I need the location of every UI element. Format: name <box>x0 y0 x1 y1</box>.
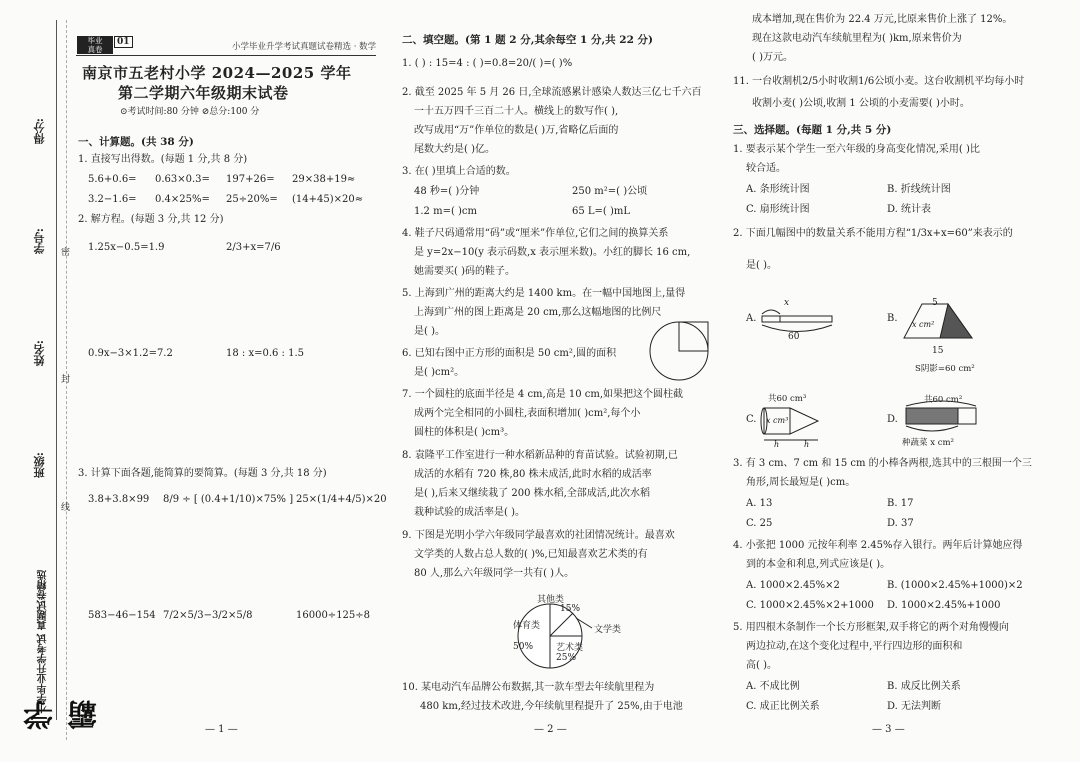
exam-meta: ⊙考试时间:80 分钟 ⊘总分:100 分 <box>120 107 260 117</box>
student-id-label: 学号: <box>33 228 46 255</box>
pie-label-art: 艺术类 <box>556 643 584 653</box>
fig-b-letter: B. <box>887 313 898 324</box>
seal-mark-3: 线 <box>61 503 71 513</box>
choice-q1-option-a: A. 条形统计图 <box>746 184 810 195</box>
fill-q5-line3: 是( )。 <box>414 326 445 337</box>
fig-b-area-label: x cm² <box>912 320 935 329</box>
section1-title: 一、计算题。(共 38 分) <box>78 136 194 148</box>
calc-q1-item-6: 0.4×25%= <box>155 194 210 205</box>
page-number-3: — 3 — <box>872 724 905 735</box>
calc-q3-item-4: 583−46−154 <box>88 610 156 621</box>
choice-q1-line2: 较合适。 <box>746 163 786 174</box>
fill-q2-line2: 一十五万四千三百二十人。横线上的数写作( ), <box>414 106 619 117</box>
fill-q2-line1: 2. 截至 2025 年 5 月 26 日,全球流感累计感染人数达三亿七千六百 <box>402 87 702 98</box>
choice-q3-option-c: C. 25 <box>746 518 773 529</box>
fill-q6-line2: 是( )cm²。 <box>414 367 465 378</box>
fill-q3-title: 3. 在( )里填上合适的数。 <box>402 166 516 177</box>
calc-q2-item-1: 1.25x−0.5=1.9 <box>88 242 165 253</box>
fill-q3-item-2: 250 m²=( )公顷 <box>572 186 648 197</box>
choice-q2-line1: 2. 下面几幅图中的数量关系不能用方程“1/3x+x=60”来表示的 <box>733 228 1013 239</box>
fig-c-letter: C. <box>746 414 757 425</box>
exam-badge <box>77 36 113 54</box>
fig-b-top-label: 5 <box>932 298 938 308</box>
fill-q5-line1: 5. 上海到广州的距离大约是 1400 km。在一幅中国地图上,量得 <box>402 288 686 299</box>
choice-q4-option-b: B. (1000×2.45%+1000)×2 <box>887 580 1023 591</box>
fill-q9-line2: 文学类的人数占总人数的( )%,已知最喜欢艺术类的有 <box>414 549 648 560</box>
pie-label-sports-pct: 50% <box>513 642 534 652</box>
header-rule <box>76 55 376 56</box>
series-title: 小学毕业升学考试真题试卷精选 · 数学 <box>232 42 377 52</box>
binding-line <box>56 20 57 720</box>
fig-c-h2-label: h <box>804 440 810 449</box>
choice-q3-option-b: B. 17 <box>887 498 914 509</box>
class-label: 班级: <box>33 452 46 479</box>
calc-q2-item-4: 18 : x=0.6 : 1.5 <box>226 348 305 359</box>
pie-label-literature: 文学类 <box>594 625 622 635</box>
fill-q8-line4: 栽种试验的成活率是( )。 <box>414 507 525 518</box>
choice-q4-option-c: C. 1000×2.45%×2+1000 <box>746 600 874 611</box>
fill-q4-line2: 是 y=2x−10(y 表示码数,x 表示厘米数)。小红的脚长 16 cm, <box>414 247 691 258</box>
choice-q4-option-d: D. 1000×2.45%+1000 <box>887 600 1001 611</box>
fill-q4-line3: 她需要买( )码的鞋子。 <box>414 266 515 277</box>
fill-q6-line1: 6. 已知右图中正方形的面积是 50 cm²,圆的面积 <box>402 348 617 359</box>
fill-q4-line1: 4. 鞋子尺码通常用“码”或“厘米”作单位,它们之间的换算关系 <box>402 228 669 239</box>
choice-q3-option-d: D. 37 <box>887 518 914 529</box>
fill-q8-line2: 成活的水稻有 720 株,80 株未成活,此时水稻的成活率 <box>414 469 652 480</box>
brand-logo <box>18 560 103 730</box>
choice-q5-line1: 5. 用四根木条制作一个长方形框架,双手将它的两个对角慢慢向 <box>733 622 1009 633</box>
choice-q5-option-b: B. 成反比例关系 <box>887 681 961 692</box>
exam-title-line1: 南京市五老村小学 2024—2025 学年 <box>82 64 352 82</box>
section2-title: 二、填空题。(第 1 题 2 分,其余每空 1 分,共 22 分) <box>402 34 654 46</box>
choice-q3-line2: 角形,周长最短是( )cm。 <box>746 477 856 488</box>
fill-q9-line3: 80 人,那么六年级同学一共有( )人。 <box>414 568 575 579</box>
fill-q10-line2: 480 km,经过技术改进,今年续航里程提升了 25%,由于电池 <box>420 701 683 712</box>
fig-c-x-label: x cm³ <box>766 416 789 425</box>
fill-q3-item-3: 1.2 m=( )cm <box>414 206 478 217</box>
calc-q3-item-2: 8/9 ÷ [ (0.4+1/10)×75% ] <box>163 494 294 505</box>
choice-q3-line1: 3. 有 3 cm、7 cm 和 15 cm 的小棒各两根,选其中的三根围一个三 <box>733 458 1032 469</box>
choice-q5-line3: 高( )。 <box>746 660 777 671</box>
calc-q2-item-2: 2/3+x=7/6 <box>226 242 281 253</box>
name-label: 姓名: <box>33 340 46 367</box>
fig-b-bottom-label: 15 <box>932 346 944 356</box>
pie-label-art-pct: 25% <box>556 653 577 663</box>
fig-c-h1-label: h <box>774 440 780 449</box>
calc-q3-item-6: 16000÷125÷8 <box>296 610 371 621</box>
fig-d-letter: D. <box>887 414 898 425</box>
calc-q1-item-4: 29×38+19≈ <box>292 174 356 185</box>
choice-q2-line2: 是( )。 <box>746 260 777 271</box>
calc-q1-item-5: 3.2−1.6= <box>88 194 137 205</box>
fig-a-total-label: 60 <box>788 332 800 342</box>
calc-q2-item-3: 0.9x−3×1.2=7.2 <box>88 348 173 359</box>
choice-q4-line2: 到的本金和利息,列式应该是( )。 <box>746 559 891 570</box>
fill-q3-item-1: 48 秒=( )分钟 <box>414 186 480 197</box>
fill-q7-line1: 7. 一个圆柱的底面半径是 4 cm,高是 10 cm,如果把这个圆柱截 <box>402 389 684 400</box>
choice-q4-line1: 4. 小张把 1000 元按年利率 2.45%存入银行。两年后计算她应得 <box>733 540 1023 551</box>
fill-q9-line1: 9. 下图是光明小学六年级同学最喜欢的社团情况统计。最喜欢 <box>402 530 675 541</box>
page-number-2: — 2 — <box>534 724 567 735</box>
brand-tagline: 小学毕业升学考试 真题试卷精选 <box>38 570 49 714</box>
fig-d-total-label: 共60 cm² <box>924 395 963 405</box>
pie-label-other: 其他类 <box>537 595 565 605</box>
page-number-1: — 1 — <box>205 724 238 735</box>
fill-q3-item-4: 65 L=( )mL <box>572 206 631 217</box>
pie-label-sports: 体育类 <box>513 621 541 631</box>
fig-a-segment-diagram <box>760 300 840 340</box>
badge-number: 01 <box>114 36 133 48</box>
exam-title-line2: 第二学期六年级期末试卷 <box>118 84 289 102</box>
choice-q5-option-d: D. 无法判断 <box>887 701 942 712</box>
badge-line-2: 真卷 <box>87 45 103 54</box>
calc-q1-item-1: 5.6+0.6= <box>88 174 137 185</box>
fig-b-shaded-area-label: S阴影=60 cm² <box>915 364 975 374</box>
choice-q4-option-a: A. 1000×2.45%×2 <box>746 580 840 591</box>
fill-q8-line1: 8. 袁隆平工作室进行一种水稻新品种的育苗试验。试验初期,已 <box>402 450 678 461</box>
score-label: 得分: <box>33 118 46 145</box>
calc-q1-title: 1. 直接写出得数。(每题 1 分,共 8 分) <box>78 154 248 165</box>
choice-q1-option-c: C. 扇形统计图 <box>746 204 810 215</box>
fill-q2-line4: 尾数大约是( )亿。 <box>414 144 495 155</box>
fill-q10-cont3: ( )万元。 <box>752 52 793 63</box>
seal-mark-1: 密 <box>61 248 71 258</box>
calc-q1-item-8: (14+45)×20≈ <box>292 194 364 205</box>
fill-q7-line2: 成两个完全相同的小圆柱,表面积增加( )cm²,每个小 <box>414 408 641 419</box>
fill-q10-cont1: 成本增加,现在售价为 22.4 万元,比原来售价上涨了 12%。 <box>752 14 1013 25</box>
fill-q7-line3: 圆柱的体积是( )cm³。 <box>414 427 515 438</box>
fill-q5-line2: 上海到广州的图上距离是 20 cm,那么这幅地图的比例尺 <box>414 307 662 318</box>
brand-name: 学霸 <box>24 700 103 730</box>
badge-line-1: 毕业 <box>87 36 103 45</box>
calc-q1-item-7: 25÷20%= <box>226 194 278 205</box>
fig-c-total-label: 共60 cm³ <box>768 394 807 404</box>
fill-q1: 1. ( ) : 15=4 : ( )=0.8=20/( )=( )% <box>402 58 573 69</box>
fill-q11-line1: 11. 一台收割机2/5小时收割1/6公顷小麦。这台收割机平均每小时 <box>733 76 1025 87</box>
section3-title: 三、选择题。(每题 1 分,共 5 分) <box>733 124 892 136</box>
fill-q10-cont2: 现在这款电动汽车续航里程为( )km,原来售价为 <box>752 33 962 44</box>
calc-q3-item-1: 3.8+3.8×99 <box>88 494 150 505</box>
circle-square-figure <box>648 320 710 382</box>
calc-q3-item-3: 25×(1/4+4/5)×20 <box>296 494 387 505</box>
calc-q3-title: 3. 计算下面各题,能简算的要简算。(每题 3 分,共 18 分) <box>78 468 327 479</box>
choice-q5-option-a: A. 不成比例 <box>746 681 800 692</box>
fill-q11-line2: 收割小麦( )公顷,收割 1 公顷的小麦需要( )小时。 <box>752 98 970 109</box>
calc-q2-title: 2. 解方程。(每题 3 分,共 12 分) <box>78 214 224 225</box>
fill-q8-line3: 是( ),后来又继续栽了 200 株水稻,全部成活,此次水稻 <box>414 488 650 499</box>
choice-q1-line1: 1. 要表示某个学生一至六年级的身高变化情况,采用( )比 <box>733 144 980 155</box>
fill-q10-line1: 10. 某电动汽车品牌公布数据,其一款车型去年续航里程为 <box>402 682 655 693</box>
fig-d-veg-label: 种蔬菜 x cm² <box>902 438 954 448</box>
choice-q1-option-d: D. 统计表 <box>887 204 932 215</box>
choice-q3-option-a: A. 13 <box>746 498 773 509</box>
fig-a-letter: A. <box>746 313 757 324</box>
seal-mark-2: 封 <box>61 375 71 385</box>
calc-q3-item-5: 7/2×5/3−3/2×5/8 <box>163 610 253 621</box>
choice-q5-option-c: C. 成正比例关系 <box>746 701 820 712</box>
calc-q1-item-2: 0.63×0.3= <box>155 174 210 185</box>
pie-label-other-pct: 15% <box>560 604 581 614</box>
choice-q1-option-b: B. 折线统计图 <box>887 184 951 195</box>
fig-a-x-label: x <box>784 298 790 308</box>
fill-q2-line3: 改写成用“万”作单位的数是( )万,省略亿后面的 <box>414 125 619 136</box>
calc-q1-item-3: 197+26= <box>226 174 275 185</box>
choice-q5-line2: 两边拉动,在这个变化过程中,平行四边形的面积和 <box>746 641 963 652</box>
